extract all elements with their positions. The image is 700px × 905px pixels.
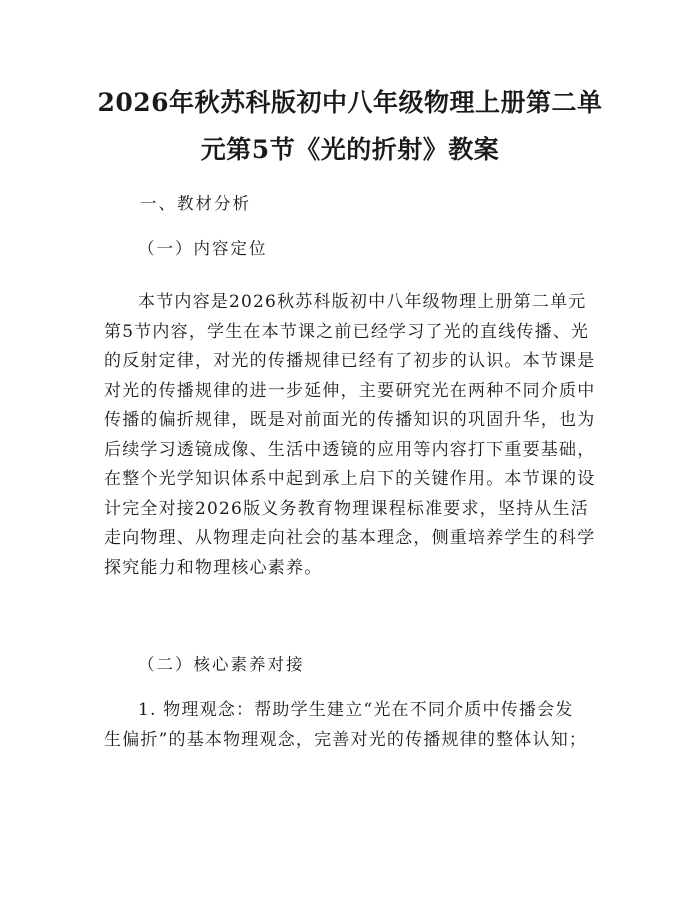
section-heading-textbook-analysis: 一、教材分析 xyxy=(140,194,251,213)
paragraph-core-literacy xyxy=(104,696,604,755)
paragraph-line: 的反射定律，对光的传播规律已经有了初步的认识。本节课是 xyxy=(104,351,596,371)
paragraph-line: 1. 物理观念：帮助学生建立“光在不同介质中传播会发 xyxy=(138,700,574,720)
paragraph-line: 走向物理、从物理走向社会的基本理念，侧重培养学生的科学 xyxy=(104,528,596,548)
paragraph-line: 第5节内容，学生在本节课之前已经学习了光的直线传播、光 xyxy=(104,321,590,342)
paragraph-line: 传播的偏折规律，既是对前面光的传播知识的巩固升华，也为 xyxy=(104,410,596,430)
paragraph-line: 对光的传播规律的进一步延伸，主要研究光在两种不同介质中 xyxy=(104,380,596,401)
paragraph-line: 生偏折”的基本物理观念，完善对光的传播规律的整体认知； xyxy=(104,729,588,750)
paragraph-line: 探究能力和物理核心素养。 xyxy=(104,557,323,578)
subsection-heading-content-positioning: （一）内容定位 xyxy=(138,239,268,258)
paragraph-line: 后续学习透镜成像、生活中透镜的应用等内容打下重要基础， xyxy=(104,439,596,460)
document-title-line-2: 元第5节《光的折射》教案 xyxy=(200,135,500,164)
paragraph-line: 计完全对接2026版义务教育物理课程标准要求，坚持从生活 xyxy=(104,498,589,519)
paragraph-content-positioning xyxy=(104,288,604,583)
paragraph-line: 本节内容是2026秋苏科版初中八年级物理上册第二单元 xyxy=(138,292,587,312)
paragraph-line: 在整个光学知识体系中起到承上启下的关键作用。本节课的设 xyxy=(104,469,596,489)
subsection-heading-core-literacy: （二）核心素养对接 xyxy=(138,655,305,674)
document-title-line-1: 2026年秋苏科版初中八年级物理上册第二单 xyxy=(97,88,603,117)
